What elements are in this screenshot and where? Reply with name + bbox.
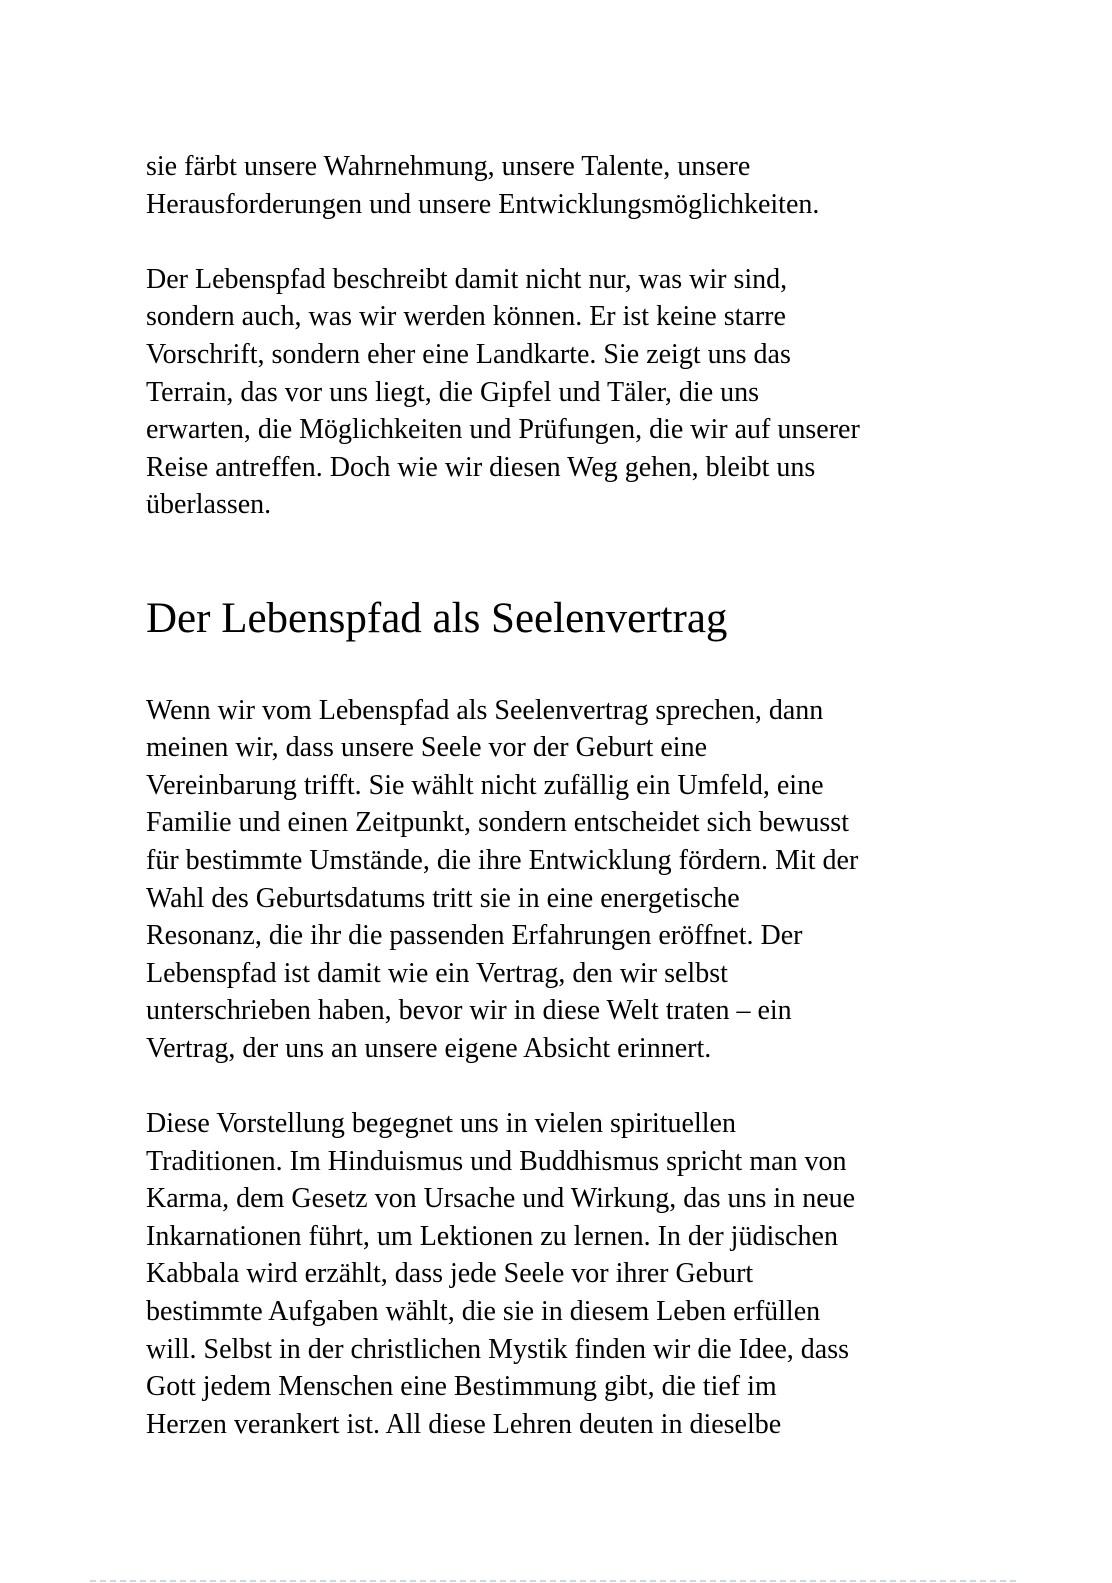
page-content: [146, 148, 980, 1481]
text-line: Vereinbarung trifft. Sie wählt nicht zufällig ein Umfeld, eine: [146, 769, 824, 801]
paragraph-continued-from-previous-page: [146, 148, 980, 223]
page-break-dashed-line: [90, 1580, 1016, 1582]
paragraph-lebenspfad-landkarte: [146, 261, 980, 524]
text-line: will. Selbst in der christlichen Mystik finden wir die Idee, dass: [146, 1333, 849, 1365]
text-line: Herzen verankert ist. All diese Lehren deuten in dieselbe: [146, 1408, 782, 1440]
text-line: Karma, dem Gesetz von Ursache und Wirkung, das uns in neue: [146, 1183, 856, 1215]
text-line: Resonanz, die ihr die passenden Erfahrungen eröffnet. Der: [146, 920, 803, 952]
text-line: Inkarnationen führt, um Lektionen zu lernen. In der jüdischen: [146, 1220, 838, 1252]
text-line: Wahl des Geburtsdatums tritt sie in eine energetische: [146, 882, 740, 914]
text-line: Terrain, das vor uns liegt, die Gipfel und Täler, die uns: [146, 376, 760, 408]
text-line: Gott jedem Menschen eine Bestimmung gibt, die tief im: [146, 1371, 777, 1403]
text-line: meinen wir, dass unsere Seele vor der Geburt eine: [146, 732, 708, 764]
text-line: Vorschrift, sondern eher eine Landkarte. Sie zeigt uns das: [146, 338, 791, 370]
section-heading: Der Lebenspfad als Seelenvertrag: [146, 594, 728, 642]
text-line: Der Lebenspfad beschreibt damit nicht nur, was wir sind,: [146, 263, 788, 295]
text-line: Reise antreffen. Doch wie wir diesen Weg gehen, bleibt uns: [146, 451, 816, 483]
text-line: Wenn wir vom Lebenspfad als Seelenvertrag sprechen, dann: [146, 694, 824, 726]
paragraph-spirituelle-traditionen: [146, 1105, 980, 1443]
text-line: Diese Vorstellung begegnet uns in vielen spirituellen: [146, 1108, 736, 1140]
text-line: Traditionen. Im Hinduismus und Buddhismus spricht man von: [146, 1145, 847, 1177]
text-line: Herausforderungen und unsere Entwicklungsmöglichkeiten.: [146, 188, 820, 220]
paragraph-seelenvertrag: [146, 692, 980, 1068]
text-line: für bestimmte Umstände, die ihre Entwicklung fördern. Mit der: [146, 844, 859, 876]
text-line: Kabbala wird erzählt, dass jede Seele vor ihrer Geburt: [146, 1258, 754, 1290]
text-line: überlassen.: [146, 489, 272, 521]
text-line: sondern auch, was wir werden können. Er ist keine starre: [146, 301, 786, 333]
text-line: erwarten, die Möglichkeiten und Prüfungen, die wir auf unserer: [146, 414, 860, 446]
text-line: unterschrieben haben, bevor wir in diese Welt traten – ein: [146, 995, 792, 1027]
text-line: Familie und einen Zeitpunkt, sondern entscheidet sich bewusst: [146, 807, 849, 839]
text-line: sie färbt unsere Wahrnehmung, unsere Talente, unsere: [146, 151, 751, 182]
text-line: Vertrag, der uns an unsere eigene Absicht erinnert.: [146, 1032, 712, 1064]
text-line: bestimmte Aufgaben wählt, die sie in diesem Leben erfüllen: [146, 1296, 821, 1328]
text-line: Lebenspfad ist damit wie ein Vertrag, den wir selbst: [146, 957, 728, 989]
